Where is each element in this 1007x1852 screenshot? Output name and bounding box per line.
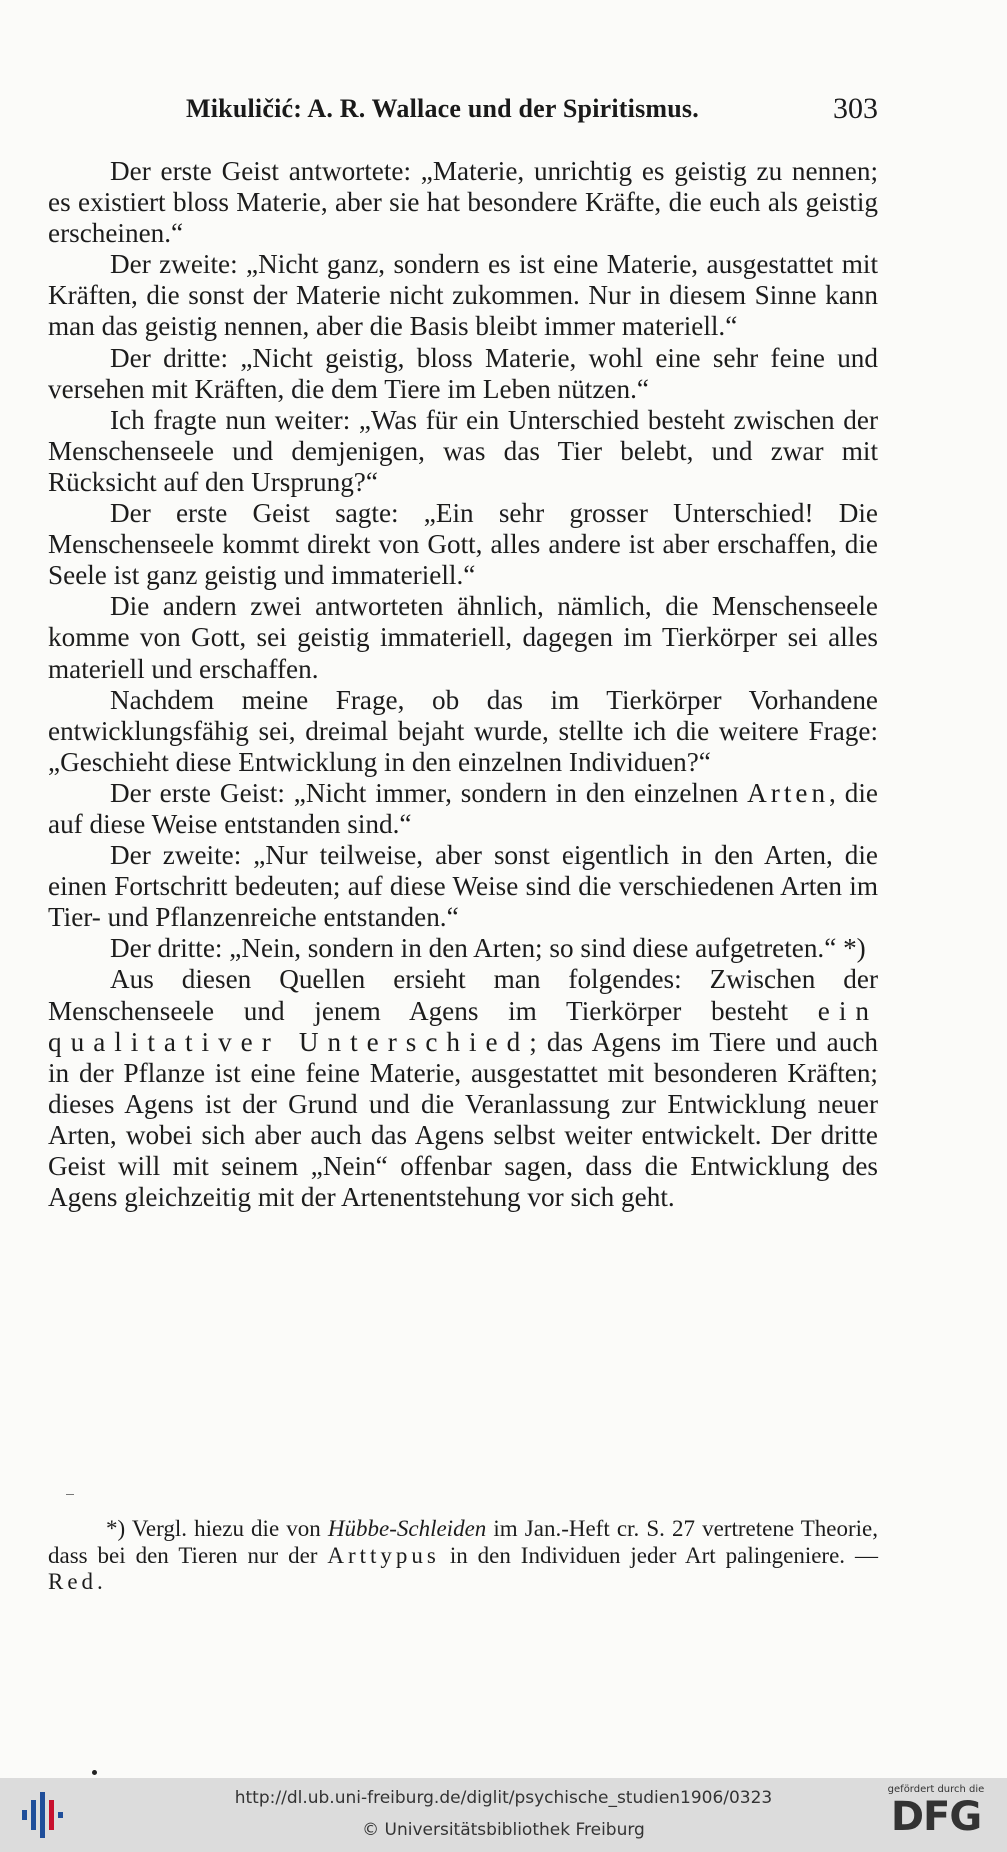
body-text xyxy=(48,156,878,1213)
paragraph xyxy=(48,778,878,840)
paragraph: Der erste Geist antwortete: „Materie, unrichtig es geistig zu nennen; es existiert bloss Materie, aber sie hat besondere Kräfte, die euch als geistig erscheinen.“ xyxy=(48,156,878,249)
viewer-footer xyxy=(0,1778,1007,1852)
copyright-notice: © Universitätsbibliothek Freiburg xyxy=(362,1820,645,1840)
text-run: *) Vergl. hiezu die von xyxy=(106,1516,328,1541)
text-run: Der erste Geist: „Nicht immer, sondern in den einzelnen xyxy=(110,777,748,808)
paragraph: Der erste Geist sagte: „Ein sehr grosser Unterschied! Die Menschenseele kommt direkt von Gott, alles andere ist aber erschaffen, die Seele ist ganz geistig und immateriell.“ xyxy=(48,498,878,591)
paragraph: Nachdem meine Frage, ob das im Tierkörper Vorhandene entwicklungsfähig sei, dreimal bejaht wurde, stellte ich die weitere Frage: „Geschieht diese Entwicklung in den einzelnen Individuen?“ xyxy=(48,684,878,777)
paragraph xyxy=(48,964,878,1213)
text-run: Aus diesen Quellen ersieht man folgendes: Zwischen der Menschenseele und jenem Agens im Tierkörper besteht xyxy=(48,964,878,1026)
running-head: Mikuličić: A. R. Wallace und der Spiritismus. xyxy=(186,94,699,123)
italic-name: Hübbe-Schleiden xyxy=(327,1516,487,1541)
text-run: in den Individuen jeder Art palingeniere. — xyxy=(439,1542,878,1568)
text-run: im Jan.-Heft cr. S. 27 vertretene Theorie, dass bei den Tieren nur der xyxy=(48,1516,878,1568)
paragraph: Der zweite: „Nicht ganz, sondern es ist eine Materie, ausgestattet mit Kräften, die sonst der Materie nicht zukommen. Nur in diesem Sinne kann man das geistig nennen, aber die Basis bleibt immer materiell.“ xyxy=(48,249,878,342)
paragraph: Der zweite: „Nur teilweise, aber sonst eigentlich in den Arten, die einen Fortschritt bedeuten; auf diese Weise sind die verschiedenen Arten im Tier- und Pflanzenreiche entstanden.“ xyxy=(48,840,878,933)
spaced-emphasis: ein qualitativer Unterschied xyxy=(48,995,878,1057)
spaced-emphasis: Arttypus xyxy=(327,1542,440,1568)
dfg-caption: gefördert durch die xyxy=(887,1784,985,1795)
dfg-wordmark: DFG xyxy=(890,1794,982,1840)
footnote xyxy=(48,1516,878,1596)
paragraph: Der dritte: „Nicht geistig, bloss Materie, wohl eine sehr feine und versehen mit Kräften, die dem Tiere im Leben nützen.“ xyxy=(48,342,878,404)
paragraph: Die andern zwei antworteten ähnlich, nämlich, die Menschenseele komme von Gott, sei geistig immateriell, dagegen im Tierkörper sei alles materiell und erschaffen. xyxy=(48,591,878,684)
source-url-link[interactable]: http://dl.ub.uni-freiburg.de/diglit/psychische_studien1906/0323 xyxy=(234,1788,773,1808)
text-run: ; das Agens im Tiere und auch in der Pflanze ist eine feine Materie, ausgestattet mit besonderen Kräften; dieses Agens ist der Grund und die Veranlassung zur Entwicklung neuer Arten, wobei sich aber auch das Agens selbst weiter entwickelt. Der dritte Geist will mit seinem „Nein“ offenbar sagen, dass die Entwicklung des Agens gleichzeitig mit der Artenentstehung vor sich geht. xyxy=(48,1026,878,1213)
page-number: 303 xyxy=(833,92,878,125)
dfg-logo xyxy=(881,1784,991,1848)
text-run: , die auf diese Weise entstanden sind.“ xyxy=(48,777,878,839)
paragraph: Ich fragte nun weiter: „Was für ein Unterschied besteht zwischen der Menschenseele und demjenigen, was das Tier belebt, und zwar mit Rücksicht auf den Ursprung?“ xyxy=(48,404,878,497)
page-header xyxy=(48,92,878,132)
ink-speck xyxy=(92,1770,97,1775)
paragraph: Der dritte: „Nein, sondern in den Arten; so sind diese aufgetreten.“ *) xyxy=(110,933,866,964)
footnote-rule xyxy=(66,1494,74,1495)
footnote-text xyxy=(48,1516,878,1596)
spaced-emphasis: Arten xyxy=(747,777,830,808)
spaced-emphasis: Red. xyxy=(48,1569,107,1594)
